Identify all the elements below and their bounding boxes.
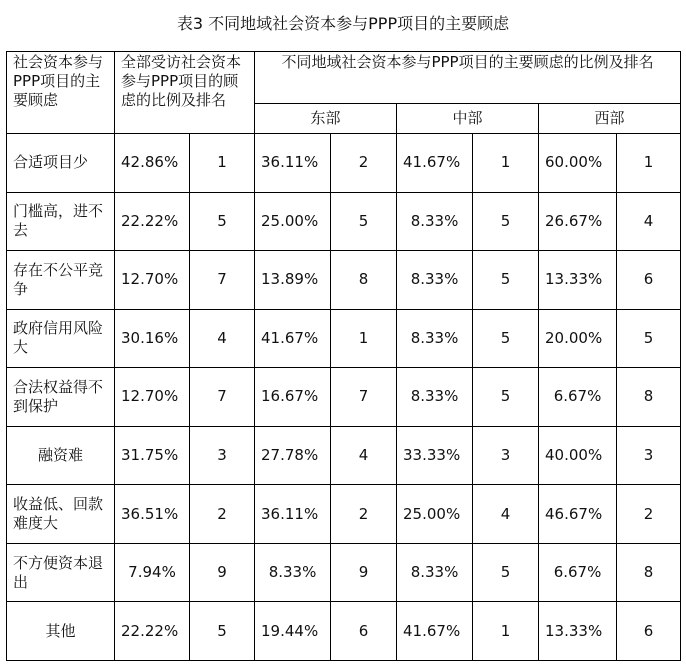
all-rank-cell: 7 (190, 368, 255, 427)
concern-cell: 收益低、回款难度大 (7, 485, 115, 544)
east-pct-cell: 16.67% (255, 368, 331, 427)
east-rank-cell: 9 (331, 543, 397, 602)
all-pct-cell: 12.70% (115, 251, 190, 310)
table-row (7, 251, 681, 310)
all-rank-cell: 2 (190, 485, 255, 544)
east-rank-cell: 7 (331, 368, 397, 427)
west-rank-cell: 2 (617, 485, 681, 544)
all-rank-cell: 1 (190, 134, 255, 193)
central-pct-cell: 8.33% (397, 251, 473, 310)
central-pct-cell: 41.67% (397, 134, 473, 193)
east-rank-cell: 2 (331, 134, 397, 193)
concern-cell: 融资难 (7, 426, 115, 485)
east-pct-cell: 36.11% (255, 134, 331, 193)
east-pct-cell: 13.89% (255, 251, 331, 310)
concern-cell: 不方便资本退出 (7, 543, 115, 602)
central-rank-cell: 1 (473, 134, 539, 193)
all-pct-cell: 42.86% (115, 134, 190, 193)
east-pct-cell: 41.67% (255, 309, 331, 368)
west-pct-cell: 6.67% (539, 543, 617, 602)
east-rank-cell: 1 (331, 309, 397, 368)
west-rank-cell: 5 (617, 309, 681, 368)
header-east: 东部 (255, 104, 397, 134)
west-rank-cell: 1 (617, 134, 681, 193)
east-pct-cell: 25.00% (255, 192, 331, 251)
table-row (7, 134, 681, 193)
central-pct-cell: 41.67% (397, 602, 473, 661)
table-row (7, 368, 681, 427)
all-pct-cell: 12.70% (115, 368, 190, 427)
west-rank-cell: 4 (617, 192, 681, 251)
east-pct-cell: 19.44% (255, 602, 331, 661)
east-rank-cell: 5 (331, 192, 397, 251)
all-pct-cell: 22.22% (115, 192, 190, 251)
header-concern: 社会资本参与PPP项目的主要顾虑 (7, 52, 115, 134)
west-pct-cell: 6.67% (539, 368, 617, 427)
central-rank-cell: 5 (473, 251, 539, 310)
table-row (7, 192, 681, 251)
central-pct-cell: 8.33% (397, 309, 473, 368)
east-rank-cell: 6 (331, 602, 397, 661)
west-pct-cell: 13.33% (539, 602, 617, 661)
concern-cell: 门槛高，进不去 (7, 192, 115, 251)
concern-cell: 存在不公平竞争 (7, 251, 115, 310)
west-pct-cell: 26.67% (539, 192, 617, 251)
west-rank-cell: 3 (617, 426, 681, 485)
central-rank-cell: 5 (473, 309, 539, 368)
all-rank-cell: 5 (190, 192, 255, 251)
west-pct-cell: 60.00% (539, 134, 617, 193)
header-row-1 (7, 52, 681, 104)
central-pct-cell: 8.33% (397, 192, 473, 251)
west-rank-cell: 6 (617, 602, 681, 661)
west-pct-cell: 20.00% (539, 309, 617, 368)
central-rank-cell: 5 (473, 543, 539, 602)
central-rank-cell: 3 (473, 426, 539, 485)
all-pct-cell: 7.94% (115, 543, 190, 602)
west-pct-cell: 46.67% (539, 485, 617, 544)
header-region-group: 不同地域社会资本参与PPP项目的主要顾虑的比例及排名 (255, 52, 681, 104)
west-rank-cell: 8 (617, 368, 681, 427)
central-pct-cell: 8.33% (397, 543, 473, 602)
all-pct-cell: 30.16% (115, 309, 190, 368)
east-pct-cell: 36.11% (255, 485, 331, 544)
all-pct-cell: 31.75% (115, 426, 190, 485)
all-pct-cell: 22.22% (115, 602, 190, 661)
table-body (7, 134, 681, 661)
east-pct-cell: 8.33% (255, 543, 331, 602)
east-pct-cell: 27.78% (255, 426, 331, 485)
east-rank-cell: 8 (331, 251, 397, 310)
table-row (7, 426, 681, 485)
concerns-table (6, 51, 681, 661)
central-rank-cell: 5 (473, 368, 539, 427)
central-rank-cell: 5 (473, 192, 539, 251)
all-rank-cell: 3 (190, 426, 255, 485)
concern-cell: 合适项目少 (7, 134, 115, 193)
central-rank-cell: 1 (473, 602, 539, 661)
central-pct-cell: 33.33% (397, 426, 473, 485)
west-rank-cell: 8 (617, 543, 681, 602)
west-pct-cell: 13.33% (539, 251, 617, 310)
central-pct-cell: 8.33% (397, 368, 473, 427)
table-row (7, 602, 681, 661)
header-west: 西部 (539, 104, 681, 134)
east-rank-cell: 2 (331, 485, 397, 544)
concern-cell: 合法权益得不到保护 (7, 368, 115, 427)
all-rank-cell: 4 (190, 309, 255, 368)
table-row (7, 309, 681, 368)
concern-cell: 政府信用风险大 (7, 309, 115, 368)
central-pct-cell: 25.00% (397, 485, 473, 544)
table-title: 表3 不同地域社会资本参与PPP项目的主要顾虑 (176, 14, 510, 33)
header-central: 中部 (397, 104, 539, 134)
table-row (7, 543, 681, 602)
west-pct-cell: 40.00% (539, 426, 617, 485)
table-row (7, 485, 681, 544)
west-rank-cell: 6 (617, 251, 681, 310)
all-pct-cell: 36.51% (115, 485, 190, 544)
east-rank-cell: 4 (331, 426, 397, 485)
all-rank-cell: 9 (190, 543, 255, 602)
central-rank-cell: 4 (473, 485, 539, 544)
header-all-respondents: 全部受访社会资本参与PPP项目的顾虑的比例及排名 (115, 52, 255, 134)
all-rank-cell: 7 (190, 251, 255, 310)
all-rank-cell: 5 (190, 602, 255, 661)
concern-cell: 其他 (7, 602, 115, 661)
